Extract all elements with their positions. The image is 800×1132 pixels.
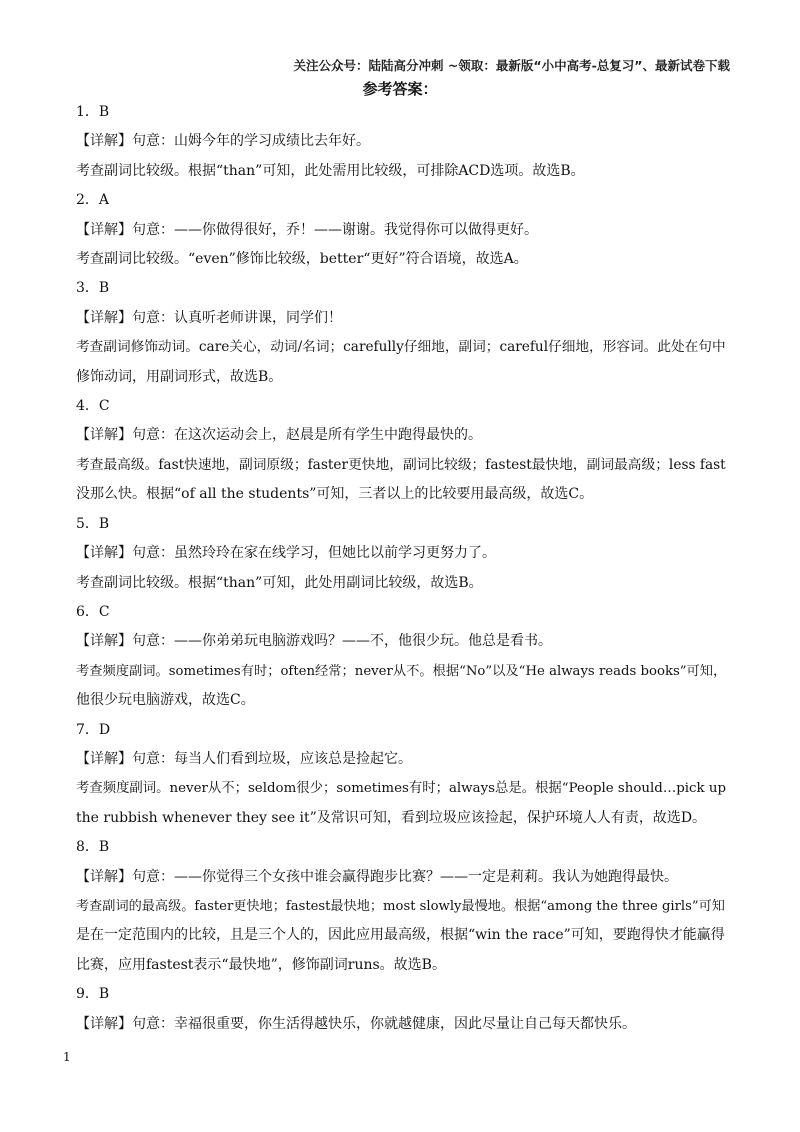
answer-number: 7．D [76, 721, 111, 738]
answer-number: 5．B [76, 515, 110, 532]
answer-title: 参考答案： [362, 80, 438, 98]
answer-number: 6．C [76, 603, 110, 620]
page-number: 1 [63, 1050, 71, 1064]
explanation-line: 【详解】句意：山姆今年的学习成绩比去年好。 [76, 133, 370, 150]
analysis-line: 考查副词比较级。“even”修饰比较级，better“更好”符合语境，故选A。 [76, 251, 528, 268]
page-header: 关注公众号：陆陆高分冲刺 ~领取：最新版“小中高考-总复习”、最新试卷下载 [293, 58, 730, 73]
explanation-line: 【详解】句意：幸福很重要，你生活得越快乐，你就越健康，因此尽量让自己每天都快乐。 [76, 1015, 636, 1032]
explanation-line: 【详解】句意：——你做得很好，乔！——谢谢。我觉得你可以做得更好。 [76, 221, 538, 238]
answer-number: 9．B [76, 986, 110, 1003]
explanation-line: 【详解】句意：认真听老师讲课，同学们！ [76, 309, 342, 326]
analysis-line: 没那么快。根据“of all the students”可知，三者以上的比较要用最高级，故选C。 [76, 486, 594, 503]
analysis-line: 考查频度副词。never从不；seldom很少；sometimes有时；always总是。根据“People should…pick up [76, 781, 727, 797]
analysis-line: 修饰动词，用副词形式，故选B。 [76, 368, 283, 385]
answer-number: 4．C [76, 398, 110, 415]
analysis-line: the rubbish whenever they see it”及常识可知，看到垃圾应该捡起，保护环境人人有责，故选D。 [76, 809, 707, 826]
answer-number: 1．B [76, 104, 110, 120]
answer-number: 2．A [76, 192, 110, 209]
explanation-line: 【详解】句意：每当人们看到垃圾，应该总是捡起它。 [76, 750, 412, 767]
analysis-line: 考查最高级。fast快速地，副词原级；faster更快地，副词比较级；fastest最快地，副词最高级；less fast [76, 456, 726, 473]
analysis-line: 比赛，应用fastest表示“最快地”，修饰副词runs。故选B。 [76, 956, 446, 973]
analysis-line: 他很少玩电脑游戏，故选C。 [76, 692, 255, 709]
analysis-line: 考查频度副词。sometimes有时；often经常；never从不。根据“No”以及“He always reads books”可知， [76, 663, 727, 679]
analysis-line: 考查副词比较级。根据“than”可知，此处需用比较级，可排除ACD选项。故选B。 [76, 162, 585, 179]
explanation-line: 【详解】句意：——你弟弟玩电脑游戏吗？——不，他很少玩。他总是看书。 [76, 633, 552, 650]
analysis-line: 是在一定范围内的比较，且是三个人的，因此应用最高级，根据“win the race”可知，要跑得快才能赢得 [76, 927, 725, 944]
answer-number: 8．B [76, 839, 110, 856]
explanation-line: 【详解】句意：——你觉得三个女孩中谁会赢得跑步比赛？——一定是莉莉。我认为她跑得最快。 [76, 868, 678, 885]
explanation-line: 【详解】句意：虽然玲玲在家在线学习，但她比以前学习更努力了。 [76, 545, 496, 562]
analysis-line: 考查副词的最高级。faster更快地；fastest最快地；most slowly最慢地。根据“among the three girls”可知 [76, 898, 725, 914]
explanation-line: 【详解】句意：在这次运动会上，赵晨是所有学生中跑得最快的。 [76, 427, 482, 444]
answer-number: 3．B [76, 280, 110, 297]
analysis-line: 考查副词比较级。根据“than”可知，此处用副词比较级，故选B。 [76, 574, 483, 591]
answer-content [76, 98, 726, 1039]
analysis-line: 考查副词修饰动词。care关心，动词/名词；carefully仔细地，副词；careful仔细地，形容词。此处在句中 [76, 339, 726, 356]
